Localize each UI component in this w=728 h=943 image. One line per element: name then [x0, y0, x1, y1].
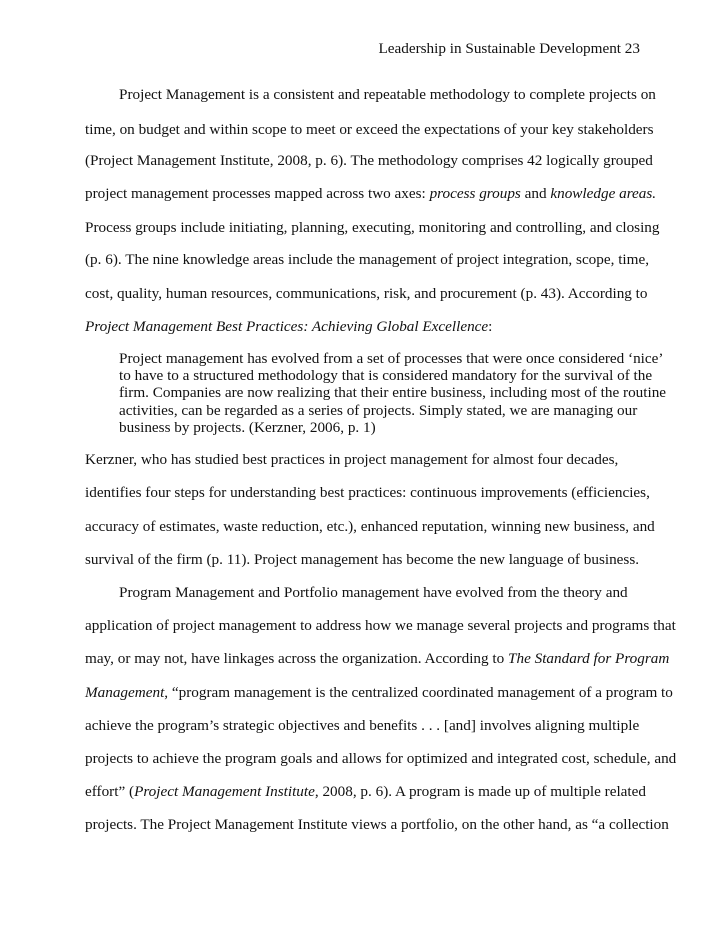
text-line: [85, 185, 656, 203]
text-line: time, on budget and within scope to meet or exceed the expectations of your key stakeholders: [85, 121, 654, 138]
text-line: Program Management and Portfolio management have evolved from the theory and: [119, 584, 628, 601]
text-line: achieve the program’s strategic objectives and benefits . . . [and] involves aligning multiple: [85, 717, 640, 734]
text-run: effort” (: [85, 783, 135, 800]
text-line: [85, 783, 646, 801]
text-line: survival of the firm (p. 11). Project management has become the new language of business.: [85, 551, 640, 568]
emphasis-process-groups: process groups: [429, 185, 521, 202]
text-line: [85, 650, 669, 668]
text-run: :: [488, 318, 493, 335]
book-title: Project Management Best Practices: Achieving Global Excellence: [85, 318, 489, 335]
text-run: may, or may not, have linkages across the organization. According to: [85, 650, 509, 667]
text-line: Project Management is a consistent and repeatable methodology to complete projects on: [119, 86, 656, 103]
text-line: projects to achieve the program goals and allows for optimized and integrated cost, schedule, and: [85, 750, 677, 767]
quote-line: Project management has evolved from a set of processes that were once considered ‘nice’: [119, 350, 664, 367]
text-line: [85, 684, 673, 702]
quote-line: firm. Companies are now realizing that their entire business, including most of the routine: [119, 384, 667, 401]
text-line: Process groups include initiating, planning, executing, monitoring and controlling, and closing: [85, 219, 660, 236]
citation-italic: Project Management Institute: [134, 783, 315, 800]
text-line: identifies four steps for understanding best practices: continuous improvements (efficiencies,: [85, 484, 650, 501]
emphasis-knowledge-areas: knowledge areas.: [550, 185, 657, 202]
book-title: Management: [85, 684, 165, 701]
text-run: , 2008, p. 6). A program is made up of multiple related: [314, 783, 646, 800]
book-title: The Standard for Program: [508, 650, 670, 667]
text-line: [85, 318, 492, 336]
text-line: (Project Management Institute, 2008, p. 6). The methodology comprises 42 logically grouped: [85, 152, 653, 169]
text-run: and: [520, 185, 551, 202]
text-line: (p. 6). The nine knowledge areas include the management of project integration, scope, time,: [85, 251, 649, 268]
text-run: , “program management is the centralized coordinated management of a program to: [164, 684, 673, 701]
quote-line: business by projects. (Kerzner, 2006, p. 1): [119, 419, 376, 436]
text-line: cost, quality, human resources, communications, risk, and procurement (p. 43). According to: [85, 285, 648, 302]
text-run: project management processes mapped across two axes:: [85, 185, 430, 202]
text-line: Kerzner, who has studied best practices in project management for almost four decades,: [85, 451, 619, 468]
text-line: projects. The Project Management Institute views a portfolio, on the other hand, as “a collection: [85, 816, 669, 833]
text-line: application of project management to address how we manage several projects and programs that: [85, 617, 676, 634]
quote-line: activities, can be regarded as a series of projects. Simply stated, we are managing our: [119, 402, 638, 419]
quote-line: to have to a structured methodology that is considered mandatory for the survival of the: [119, 367, 653, 384]
text-line: accuracy of estimates, waste reduction, etc.), enhanced reputation, winning new business, and: [85, 518, 655, 535]
running-head: Leadership in Sustainable Development 23: [378, 40, 640, 57]
